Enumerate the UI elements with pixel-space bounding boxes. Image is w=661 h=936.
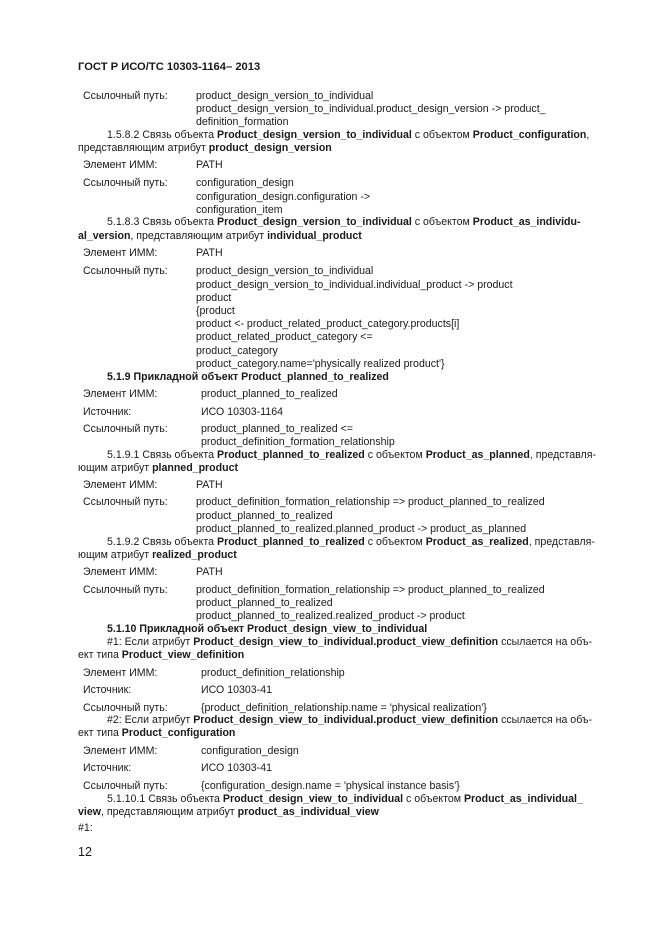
field-label: Элемент ИММ:	[83, 745, 158, 757]
bold-text: Product_as_individu-	[472, 216, 581, 228]
bold-text: view	[78, 806, 101, 818]
field-value: definition_formation	[196, 116, 289, 128]
field-value: ИСО 10303-41	[201, 684, 272, 696]
field-label: Элемент ИММ:	[83, 388, 158, 400]
text-run: , представля-	[529, 449, 596, 461]
field-value: product_design_version_to_individual.product_design_version -> product_	[196, 103, 546, 115]
field-value: product_definition_formation_relationship => product_planned_to_realized	[196, 496, 545, 508]
bold-text: realized_product	[152, 549, 237, 561]
paragraph-line	[78, 549, 237, 561]
text-run: 5.1.9.1 Связь объекта	[107, 449, 217, 461]
text-run: с объектом	[364, 536, 426, 548]
field-label: Элемент ИММ:	[83, 479, 158, 491]
bold-text: product_design_version	[208, 142, 332, 154]
text-run: #2: Если атрибут	[107, 714, 194, 726]
text-run: ,	[586, 129, 590, 141]
field-value: #1:	[78, 822, 93, 834]
field-label: Ссылочный путь:	[83, 780, 168, 792]
paragraph-line	[107, 636, 592, 648]
field-value: configuration_design	[196, 177, 294, 189]
field-label: Элемент ИММ:	[83, 247, 158, 259]
bold-text: Product_as_individual_	[463, 793, 583, 805]
paragraph-line	[107, 129, 589, 141]
paragraph-line	[107, 216, 581, 228]
bold-text: Product_configuration	[472, 129, 587, 141]
field-label: Ссылочный путь:	[83, 423, 168, 435]
text-run: с объектом	[411, 216, 473, 228]
field-value: configuration_design	[201, 745, 299, 757]
bold-text: Product_design_view_to_individual.product_view_definition	[193, 636, 499, 648]
text-run: с объектом	[411, 129, 473, 141]
paragraph-line	[78, 142, 332, 154]
field-value: product_category	[196, 345, 278, 357]
field-label: Ссылочный путь:	[83, 265, 168, 277]
text-run: #1: Если атрибут	[107, 636, 194, 648]
bold-text: Product_design_version_to_individual	[217, 129, 412, 141]
text-run: 5.1.8.3 Связь объекта	[107, 216, 217, 228]
field-value: PATH	[196, 247, 223, 259]
text-run: ссылается на объ-	[498, 636, 593, 648]
field-label: Ссылочный путь:	[83, 177, 168, 189]
field-label: Ссылочный путь:	[83, 496, 168, 508]
field-value: product_planned_to_realized	[201, 388, 338, 400]
bold-text: 5.1.9 Прикладной объект Product_planned_to_realized	[107, 371, 389, 383]
text-run: ект типа	[78, 649, 122, 661]
bold-text: individual_product	[267, 230, 362, 242]
field-label: Источник:	[83, 684, 132, 696]
text-run: 5.1.10.1 Связь объекта	[107, 793, 223, 805]
field-label: Ссылочный путь:	[83, 584, 168, 596]
field-value: product_planned_to_realized.planned_product -> product_as_planned	[196, 523, 527, 535]
field-value: product_design_version_to_individual	[196, 90, 374, 102]
field-value: ИСО 10303-41	[201, 762, 272, 774]
field-value: product_design_version_to_individual	[196, 265, 374, 277]
field-value: product_definition_formation_relationship	[201, 436, 395, 448]
document-header: ГОСТ Р ИСО/ТС 10303-1164– 2013	[78, 61, 261, 73]
field-value: product_related_product_category <=	[196, 331, 373, 343]
paragraph-line	[107, 536, 595, 548]
text-run: с объектом	[364, 449, 426, 461]
field-label: Элемент ИММ:	[83, 566, 158, 578]
text-run: ющим атрибут	[78, 549, 153, 561]
field-label: Ссылочный путь:	[83, 702, 168, 714]
bold-text: Product_planned_to_realized	[217, 449, 365, 461]
field-value: configuration_item	[196, 204, 283, 216]
paragraph-line	[107, 623, 427, 635]
bold-text: planned_product	[152, 462, 238, 474]
field-label: Ссылочный путь:	[83, 90, 168, 102]
paragraph-line	[78, 727, 235, 739]
paragraph-line	[107, 714, 592, 726]
field-value: product_planned_to_realized.realized_product -> product	[196, 610, 465, 622]
field-value: PATH	[196, 479, 223, 491]
bold-text: Product_as_realized	[425, 536, 529, 548]
field-value: product_category.name='physically realized product'}	[196, 358, 445, 370]
bold-text: Product_design_version_to_individual	[217, 216, 412, 228]
field-value: {product_definition_relationship.name = 'physical realization'}	[201, 702, 487, 714]
field-value: product_planned_to_realized <=	[201, 423, 353, 435]
field-value: product_planned_to_realized	[196, 510, 333, 522]
bold-text: Product_design_view_to_individual	[222, 793, 404, 805]
field-value: {product	[196, 305, 235, 317]
text-run: представляющим атрибут	[78, 142, 209, 154]
text-run: , представляющим атрибут	[130, 230, 268, 242]
paragraph-line	[78, 649, 244, 661]
text-run: ющим атрибут	[78, 462, 153, 474]
field-value: product_definition_formation_relationship => product_planned_to_realized	[196, 584, 545, 596]
field-value: product <- product_related_product_category.products[i]	[196, 318, 460, 330]
bold-text: Product_as_planned	[425, 449, 530, 461]
text-run: 5.1.9.2 Связь объекта	[107, 536, 217, 548]
text-run: 1.5.8.2 Связь объекта	[107, 129, 217, 141]
field-value: product	[196, 292, 232, 304]
bold-text: product_as_individual_view	[237, 806, 379, 818]
paragraph-line	[107, 449, 596, 461]
bold-text: Product_configuration	[121, 727, 236, 739]
field-value: PATH	[196, 566, 223, 578]
paragraph-line	[78, 230, 362, 242]
bold-text: 5.1.10 Прикладной объект Product_design_view_to_individual	[107, 623, 428, 635]
field-value: product_definition_relationship	[201, 667, 345, 679]
text-run: ект типа	[78, 727, 122, 739]
field-label: Источник:	[83, 762, 132, 774]
text-run: , представля-	[528, 536, 595, 548]
paragraph-line	[107, 793, 583, 805]
paragraph-line	[78, 806, 379, 818]
field-label: Элемент ИММ:	[83, 159, 158, 171]
paragraph-line	[78, 462, 238, 474]
field-value: PATH	[196, 159, 223, 171]
bold-text: al_version	[78, 230, 131, 242]
field-label: Элемент ИММ:	[83, 667, 158, 679]
bold-text: Product_planned_to_realized	[217, 536, 365, 548]
field-value: configuration_design.configuration ->	[196, 191, 371, 203]
paragraph-line	[107, 371, 389, 383]
field-label: Источник:	[83, 406, 132, 418]
field-value: product_design_version_to_individual.individual_product -> product	[196, 279, 513, 291]
field-value: ИСО 10303-1164	[201, 406, 283, 418]
bold-text: Product_view_definition	[121, 649, 245, 661]
field-value: {configuration_design.name = 'physical instance basis'}	[201, 780, 460, 792]
page-number: 12	[78, 845, 92, 859]
text-run: , представляющим атрибут	[100, 806, 238, 818]
text-run: с объектом	[403, 793, 464, 805]
bold-text: Product_design_view_to_individual.product_view_definition	[193, 714, 499, 726]
text-run: ссылается на объ-	[498, 714, 593, 726]
field-value: product_planned_to_realized	[196, 597, 333, 609]
